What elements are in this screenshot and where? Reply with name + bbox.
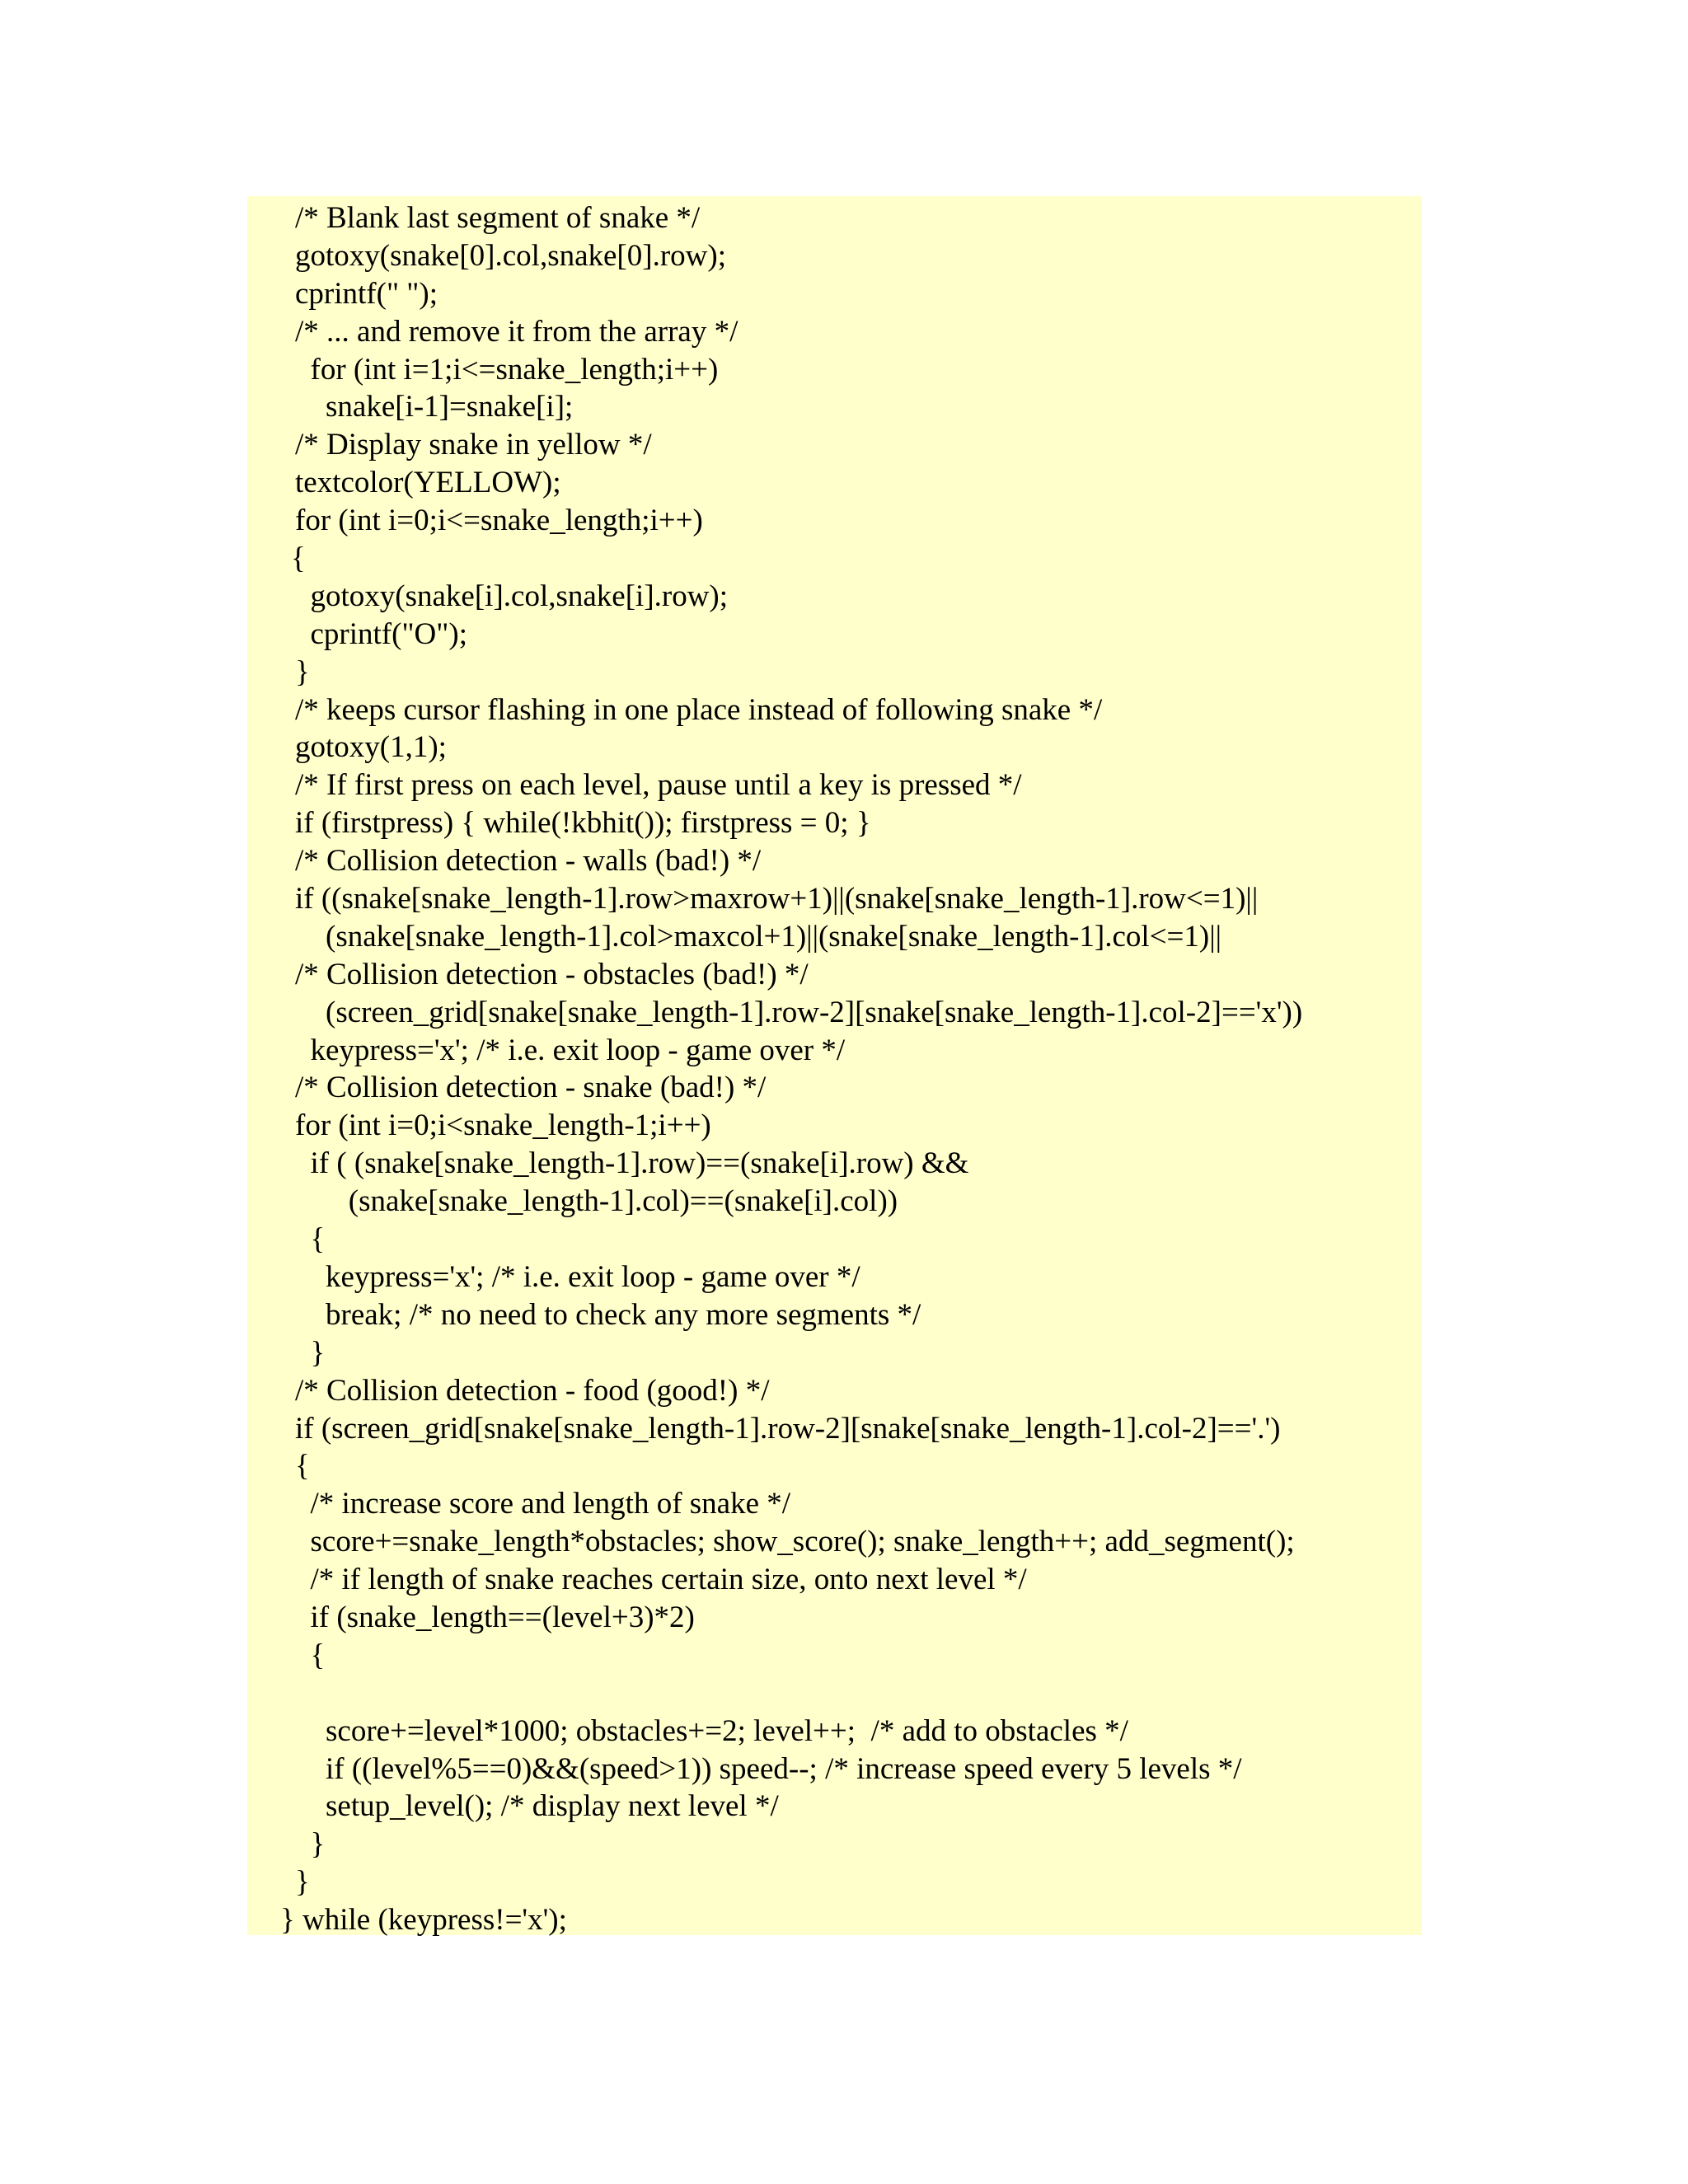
code-line-30: break; /* no need to check any more segments */ xyxy=(295,1297,921,1332)
code-line-42: if ((level%5==0)&&(speed>1)) speed--; /* increase speed every 5 levels */ xyxy=(295,1751,1242,1786)
code-line-26: if ( (snake[snake_length-1].row)==(snake[i].row) && xyxy=(295,1146,969,1181)
code-line-29: keypress='x'; /* i.e. exit loop - game over */ xyxy=(295,1259,860,1294)
code-line-22: (screen_grid[snake[snake_length-1].row-2][snake[snake_length-1].col-2]=='x')) xyxy=(295,995,1303,1029)
code-line-21: /* Collision detection - obstacles (bad!) */ xyxy=(295,957,809,991)
code-line-44: } xyxy=(295,1827,326,1862)
code-line-15: gotoxy(1,1); xyxy=(295,730,447,765)
code-line-41: score+=level*1000; obstacles+=2; level++; /* add to obstacles */ xyxy=(295,1713,1128,1748)
code-line-34: { xyxy=(295,1449,310,1483)
code-line-5: for (int i=1;i<=snake_length;i++) xyxy=(295,352,719,387)
code-line-14: /* keeps cursor flashing in one place instead of following snake */ xyxy=(295,692,1103,727)
code-line-38: if (snake_length==(level+3)*2) xyxy=(295,1600,695,1634)
code-line-4: /* ... and remove it from the array */ xyxy=(295,314,738,349)
code-line-35: /* increase score and length of snake */ xyxy=(295,1487,791,1521)
code-line-20: (snake[snake_length-1].col>maxcol+1)||(snake[snake_length-1].col<=1)|| xyxy=(295,919,1222,954)
code-line-9: for (int i=0;i<=snake_length;i++) xyxy=(295,504,703,538)
code-line-45: } xyxy=(295,1865,310,1900)
code-line-25: for (int i=0;i<snake_length-1;i++) xyxy=(295,1108,711,1143)
code-line-19: if ((snake[snake_length-1].row>maxrow+1)||(snake[snake_length-1].row<=1)|| xyxy=(295,882,1259,916)
code-lines xyxy=(247,199,1422,1939)
code-line-23: keypress='x'; /* i.e. exit loop - game over */ xyxy=(295,1033,846,1067)
code-line-32: /* Collision detection - food (good!) */ xyxy=(295,1373,770,1408)
code-line-31: } xyxy=(295,1335,326,1370)
code-line-10: { xyxy=(291,541,306,576)
code-line-27: (snake[snake_length-1].col)==(snake[i].col)) xyxy=(295,1184,898,1219)
code-line-17: if (firstpress) { while(!kbhit()); firstpress = 0; } xyxy=(295,806,871,841)
code-line-18: /* Collision detection - walls (bad!) */ xyxy=(295,844,762,879)
code-line-16: /* If first press on each level, pause until a key is pressed */ xyxy=(295,768,1022,803)
code-line-1: /* Blank last segment of snake */ xyxy=(295,201,701,235)
code-line-36: score+=snake_length*obstacles; show_score(); snake_length++; add_segment(); xyxy=(295,1525,1295,1559)
code-line-46: } while (keypress!='x'); xyxy=(280,1903,567,1938)
code-line-3: cprintf(" "); xyxy=(295,276,438,311)
code-line-6: snake[i-1]=snake[i]; xyxy=(295,390,574,424)
code-line-12: cprintf("O"); xyxy=(295,616,467,651)
code-line-24: /* Collision detection - snake (bad!) */ xyxy=(295,1071,767,1105)
code-line-13: } xyxy=(295,654,310,689)
code-line-11: gotoxy(snake[i].col,snake[i].row); xyxy=(295,579,729,613)
code-line-8: textcolor(YELLOW); xyxy=(295,466,561,500)
code-line-33: if (screen_grid[snake[snake_length-1].row-2][snake[snake_length-1].col-2]=='.') xyxy=(295,1411,1281,1446)
code-listing xyxy=(247,196,1422,1938)
code-line-2: gotoxy(snake[0].col,snake[0].row); xyxy=(295,238,726,273)
code-line-39: { xyxy=(295,1638,326,1672)
code-line-28: { xyxy=(295,1222,326,1257)
code-line-43: setup_level(); /* display next level */ xyxy=(295,1789,779,1824)
code-line-37: /* if length of snake reaches certain size, onto next level */ xyxy=(295,1563,1027,1597)
code-line-7: /* Display snake in yellow */ xyxy=(295,428,652,462)
code-line-40 xyxy=(295,1675,1470,1713)
